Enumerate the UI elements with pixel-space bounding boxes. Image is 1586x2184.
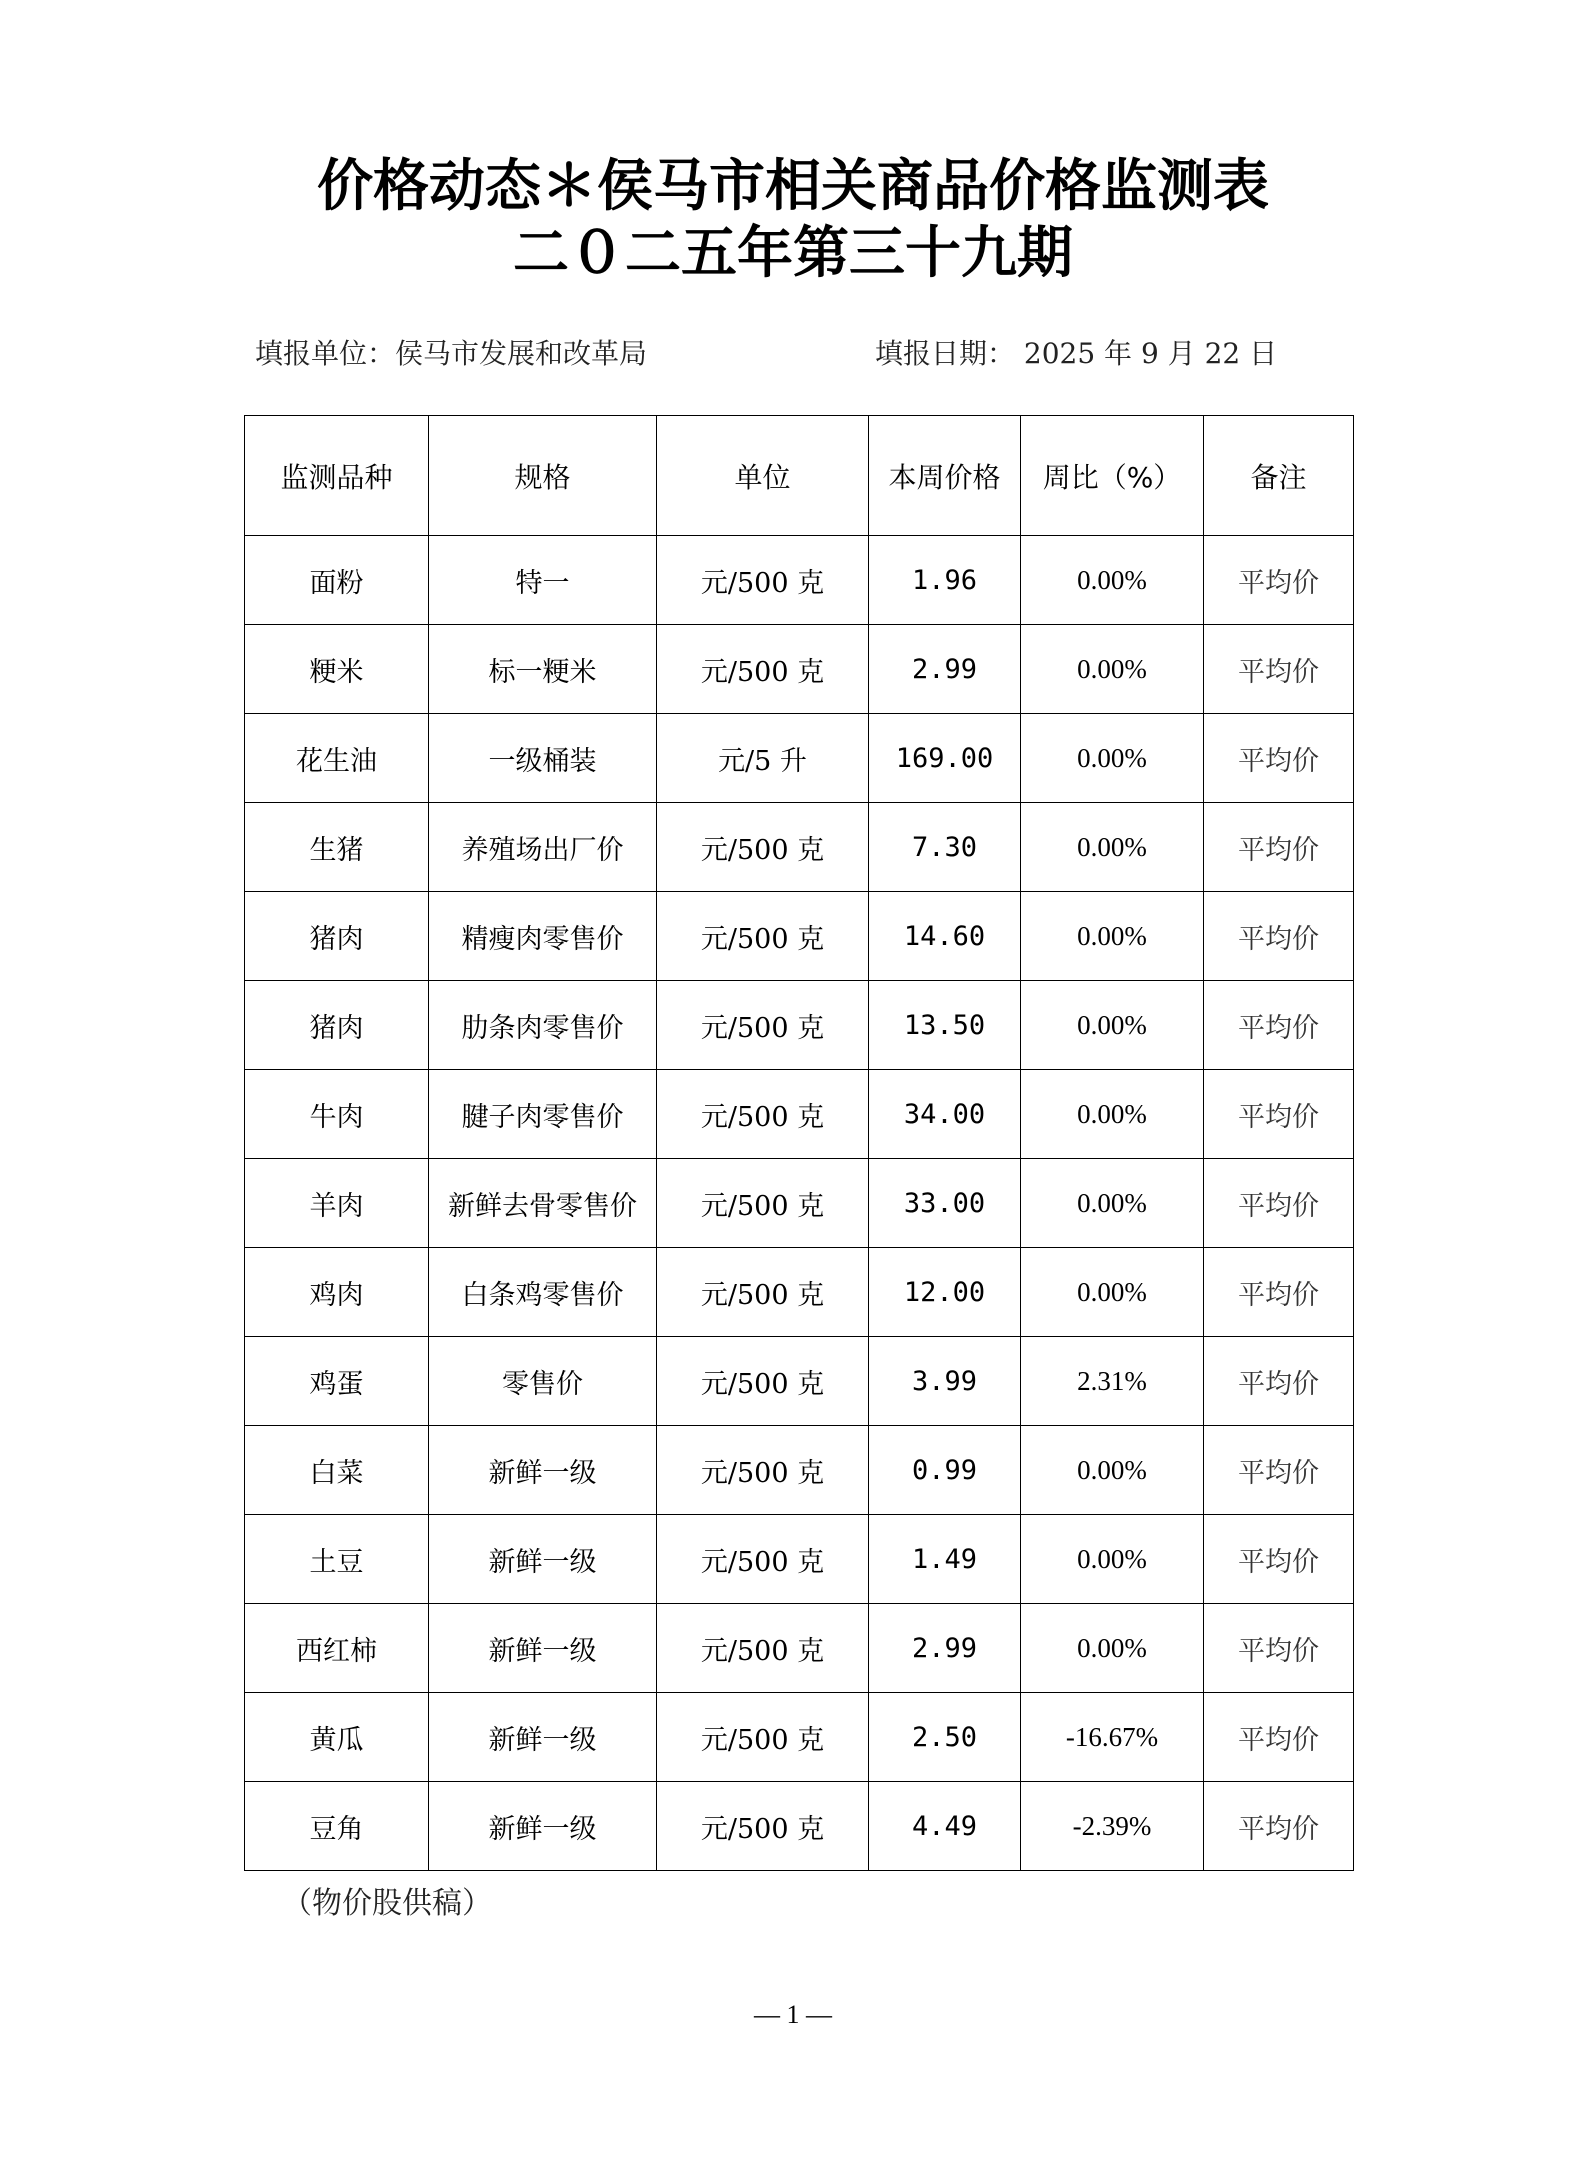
price-cell: 2.99	[869, 625, 1021, 714]
week-over-week-cell: -16.67%	[1021, 1693, 1204, 1782]
note-cell: 平均价	[1204, 714, 1354, 803]
price-cell: 12.00	[869, 1248, 1021, 1337]
item-cell: 西红柿	[245, 1604, 429, 1693]
header-price: 本周价格	[869, 416, 1021, 536]
week-over-week-cell: 0.00%	[1021, 892, 1204, 981]
table-row	[245, 1604, 1354, 1693]
table-row	[245, 1693, 1354, 1782]
item-cell: 豆角	[245, 1782, 429, 1871]
note-cell: 平均价	[1204, 892, 1354, 981]
table-row	[245, 1515, 1354, 1604]
note-cell: 平均价	[1204, 1248, 1354, 1337]
unit-cell: 元/500 克	[657, 1782, 869, 1871]
spec-cell: 新鲜一级	[429, 1515, 657, 1604]
spec-cell: 特一	[429, 536, 657, 625]
price-cell: 4.49	[869, 1782, 1021, 1871]
document-title: 价格动态＊侯马市相关商品价格监测表	[317, 154, 1269, 219]
item-cell: 猪肉	[245, 981, 429, 1070]
spec-cell: 新鲜去骨零售价	[429, 1159, 657, 1248]
price-cell: 3.99	[869, 1337, 1021, 1426]
price-cell: 2.50	[869, 1693, 1021, 1782]
spec-cell: 新鲜一级	[429, 1782, 657, 1871]
week-over-week-cell: 0.00%	[1021, 714, 1204, 803]
spec-cell: 零售价	[429, 1337, 657, 1426]
unit-cell: 元/500 克	[657, 1159, 869, 1248]
price-cell: 7.30	[869, 803, 1021, 892]
item-cell: 鸡肉	[245, 1248, 429, 1337]
unit-cell: 元/500 克	[657, 625, 869, 714]
week-over-week-cell: 0.00%	[1021, 981, 1204, 1070]
spec-cell: 标一粳米	[429, 625, 657, 714]
note-cell: 平均价	[1204, 1782, 1354, 1871]
table-row	[245, 892, 1354, 981]
unit-cell: 元/500 克	[657, 892, 869, 981]
price-cell: 14.60	[869, 892, 1021, 981]
header-item: 监测品种	[245, 416, 429, 536]
price-cell: 2.99	[869, 1604, 1021, 1693]
unit-cell: 元/5 升	[657, 714, 869, 803]
price-cell: 34.00	[869, 1070, 1021, 1159]
issue-subtitle: 二０二五年第三十九期	[513, 221, 1073, 286]
price-cell: 169.00	[869, 714, 1021, 803]
table-row	[245, 981, 1354, 1070]
header-week-over-week: 周比（%）	[1021, 416, 1204, 536]
spec-cell: 养殖场出厂价	[429, 803, 657, 892]
week-over-week-cell: 0.00%	[1021, 1515, 1204, 1604]
unit-cell: 元/500 克	[657, 1248, 869, 1337]
table-row	[245, 1337, 1354, 1426]
unit-cell: 元/500 克	[657, 1070, 869, 1159]
note-cell: 平均价	[1204, 536, 1354, 625]
price-cell: 1.49	[869, 1515, 1021, 1604]
unit-cell: 元/500 克	[657, 1604, 869, 1693]
table-row	[245, 714, 1354, 803]
week-over-week-cell: 0.00%	[1021, 1248, 1204, 1337]
note-cell: 平均价	[1204, 981, 1354, 1070]
week-over-week-cell: 0.00%	[1021, 1159, 1204, 1248]
week-over-week-cell: 0.00%	[1021, 625, 1204, 714]
item-cell: 粳米	[245, 625, 429, 714]
page-number: — 1 —	[754, 2000, 832, 2029]
price-cell: 0.99	[869, 1426, 1021, 1515]
spec-cell: 肋条肉零售价	[429, 981, 657, 1070]
price-cell: 33.00	[869, 1159, 1021, 1248]
unit-cell: 元/500 克	[657, 1515, 869, 1604]
spec-cell: 腱子肉零售价	[429, 1070, 657, 1159]
note-cell: 平均价	[1204, 1426, 1354, 1515]
unit-cell: 元/500 克	[657, 981, 869, 1070]
unit-cell: 元/500 克	[657, 1337, 869, 1426]
table-row	[245, 625, 1354, 714]
table-row	[245, 1248, 1354, 1337]
price-cell: 1.96	[869, 536, 1021, 625]
header-spec: 规格	[429, 416, 657, 536]
table-row	[245, 1070, 1354, 1159]
reporting-unit: 填报单位：侯马市发展和改革局	[255, 337, 648, 370]
header-unit: 单位	[657, 416, 869, 536]
table-header-row	[245, 416, 1354, 536]
spec-cell: 新鲜一级	[429, 1693, 657, 1782]
item-cell: 羊肉	[245, 1159, 429, 1248]
spec-cell: 新鲜一级	[429, 1426, 657, 1515]
note-cell: 平均价	[1204, 803, 1354, 892]
note-cell: 平均价	[1204, 1693, 1354, 1782]
note-cell: 平均价	[1204, 625, 1354, 714]
item-cell: 花生油	[245, 714, 429, 803]
week-over-week-cell: 2.31%	[1021, 1337, 1204, 1426]
source-note: （物价股供稿）	[282, 1886, 492, 1921]
table-row	[245, 536, 1354, 625]
week-over-week-cell: 0.00%	[1021, 1426, 1204, 1515]
spec-cell: 新鲜一级	[429, 1604, 657, 1693]
note-cell: 平均价	[1204, 1070, 1354, 1159]
item-cell: 牛肉	[245, 1070, 429, 1159]
unit-cell: 元/500 克	[657, 1426, 869, 1515]
week-over-week-cell: -2.39%	[1021, 1782, 1204, 1871]
unit-cell: 元/500 克	[657, 1693, 869, 1782]
spec-cell: 白条鸡零售价	[429, 1248, 657, 1337]
price-monitoring-table	[244, 415, 1354, 1871]
week-over-week-cell: 0.00%	[1021, 1070, 1204, 1159]
table-row	[245, 803, 1354, 892]
spec-cell: 一级桶装	[429, 714, 657, 803]
week-over-week-cell: 0.00%	[1021, 803, 1204, 892]
spec-cell: 精瘦肉零售价	[429, 892, 657, 981]
table-row	[245, 1426, 1354, 1515]
price-cell: 13.50	[869, 981, 1021, 1070]
header-note: 备注	[1204, 416, 1354, 536]
note-cell: 平均价	[1204, 1337, 1354, 1426]
item-cell: 面粉	[245, 536, 429, 625]
unit-cell: 元/500 克	[657, 803, 869, 892]
item-cell: 鸡蛋	[245, 1337, 429, 1426]
item-cell: 土豆	[245, 1515, 429, 1604]
week-over-week-cell: 0.00%	[1021, 536, 1204, 625]
item-cell: 猪肉	[245, 892, 429, 981]
item-cell: 白菜	[245, 1426, 429, 1515]
note-cell: 平均价	[1204, 1604, 1354, 1693]
item-cell: 黄瓜	[245, 1693, 429, 1782]
week-over-week-cell: 0.00%	[1021, 1604, 1204, 1693]
table-row	[245, 1782, 1354, 1871]
note-cell: 平均价	[1204, 1159, 1354, 1248]
note-cell: 平均价	[1204, 1515, 1354, 1604]
table-row	[245, 1159, 1354, 1248]
item-cell: 生猪	[245, 803, 429, 892]
unit-cell: 元/500 克	[657, 536, 869, 625]
reporting-date: 填报日期： 2025 年 9 月 22 日	[875, 337, 1278, 370]
